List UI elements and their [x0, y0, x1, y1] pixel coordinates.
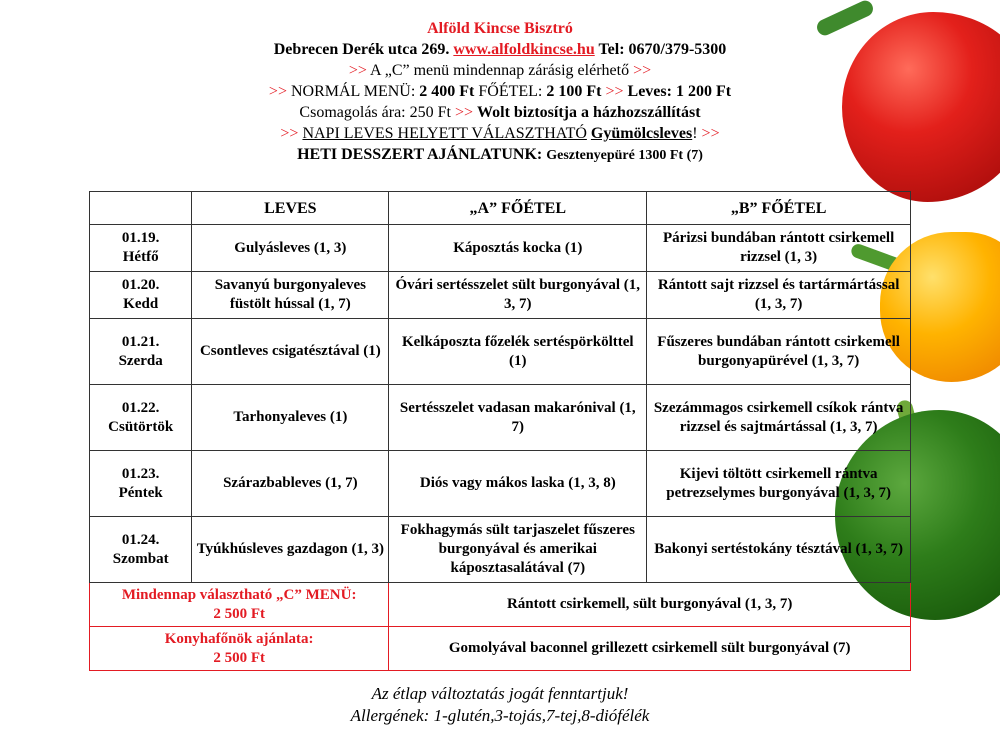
day-cell: 01.21. Szerda [90, 319, 192, 385]
chef-recommendation-row [90, 627, 911, 671]
website-link[interactable]: www.alfoldkincse.hu [453, 41, 595, 58]
day-cell: 01.22. Csütörtök [90, 385, 192, 451]
main-b-cell: Szezámmagos csirkemell csíkok rántva rizzsel és sajtmártással (1, 3, 7) [647, 385, 911, 451]
soup-cell: Savanyú burgonyaleves füstölt hússal (1, 7) [192, 272, 389, 319]
menu-header [90, 18, 910, 166]
fruit-soup-line: >> NAPI LEVES HELYETT VÁLASZTHATÓ Gyümölcsleves! >> [280, 125, 720, 142]
table-row [90, 451, 911, 517]
weekly-menu-table [89, 191, 911, 671]
disclaimer-text: Az étlap változtatás jogát fenntartjuk! [371, 684, 629, 703]
soup-cell: Szárazbableves (1, 7) [192, 451, 389, 517]
header-main-b: „B” FŐÉTEL [647, 192, 911, 225]
price-line: >> NORMÁL MENÜ: 2 400 Ft FŐÉTEL: 2 100 Ft >> Leves: 1 200 Ft [268, 83, 732, 100]
c-menu-row [90, 583, 911, 627]
soup-cell: Tarhonyaleves (1) [192, 385, 389, 451]
table-row [90, 385, 911, 451]
day-cell: 01.19. Hétfő [90, 225, 192, 272]
main-b-cell: Bakonyi sertéstokány tésztával (1, 3, 7) [647, 517, 911, 583]
main-b-cell: Kijevi töltött csirkemell rántva petrezselymes burgonyával (1, 3, 7) [647, 451, 911, 517]
day-cell: 01.24. Szombat [90, 517, 192, 583]
soup-cell: Gulyásleves (1, 3) [192, 225, 389, 272]
c-menu-label-cell: Mindennap választható „C” MENÜ: 2 500 Ft [90, 583, 389, 627]
soup-cell: Csontleves csigatésztával (1) [192, 319, 389, 385]
chef-dish-cell: Gomolyával baconnel grillezett csirkemell sült burgonyával (7) [389, 627, 911, 671]
contact-line [90, 39, 910, 60]
allergens-text: Allergének: 1-glutén,3-tojás,7-tej,8-diófélék [350, 706, 650, 725]
menu-footer [90, 683, 910, 727]
c-menu-dish-cell: Rántott csirkemell, sült burgonyával (1, 3, 7) [389, 583, 911, 627]
main-b-cell: Fűszeres bundában rántott csirkemell burgonyapürével (1, 3, 7) [647, 319, 911, 385]
main-a-cell: Fokhagymás sült tarjaszelet fűszeres burgonyával és amerikai káposztasalátával (7) [389, 517, 647, 583]
address: Debrecen Derék utca 269. [273, 41, 450, 58]
c-menu-availability: >> A „C” menü mindennap zárásig elérhető >> [348, 62, 652, 79]
table-row [90, 225, 911, 272]
main-a-cell: Óvári sertésszelet sült burgonyával (1, 3, 7) [389, 272, 647, 319]
table-header-row [90, 192, 911, 225]
table-row [90, 319, 911, 385]
header-day [90, 192, 192, 225]
dessert-line: HETI DESSZERT AJÁNLATUNK: Gesztenyepüré 1300 Ft (7) [297, 146, 703, 163]
main-b-cell: Párizsi bundában rántott csirkemell rizzsel (1, 3) [647, 225, 911, 272]
header-soup: LEVES [192, 192, 389, 225]
restaurant-name: Alföld Kincse Bisztró [427, 20, 573, 37]
main-a-cell: Káposztás kocka (1) [389, 225, 647, 272]
day-cell: 01.23. Péntek [90, 451, 192, 517]
day-cell: 01.20. Kedd [90, 272, 192, 319]
chef-label-cell: Konyhafőnök ajánlata: 2 500 Ft [90, 627, 389, 671]
main-b-cell: Rántott sajt rizzsel és tartármártással (1, 3, 7) [647, 272, 911, 319]
table-row [90, 272, 911, 319]
soup-cell: Tyúkhúsleves gazdagon (1, 3) [192, 517, 389, 583]
table-row [90, 517, 911, 583]
main-a-cell: Kelkáposzta főzelék sertéspörkölttel (1) [389, 319, 647, 385]
telephone: Tel: 0670/379-5300 [598, 41, 727, 58]
main-a-cell: Diós vagy mákos laska (1, 3, 8) [389, 451, 647, 517]
main-a-cell: Sertésszelet vadasan makarónival (1, 7) [389, 385, 647, 451]
packaging-line: Csomagolás ára: 250 Ft >> Wolt biztosítja a házhozszállítást [299, 104, 701, 121]
header-main-a: „A” FŐÉTEL [389, 192, 647, 225]
